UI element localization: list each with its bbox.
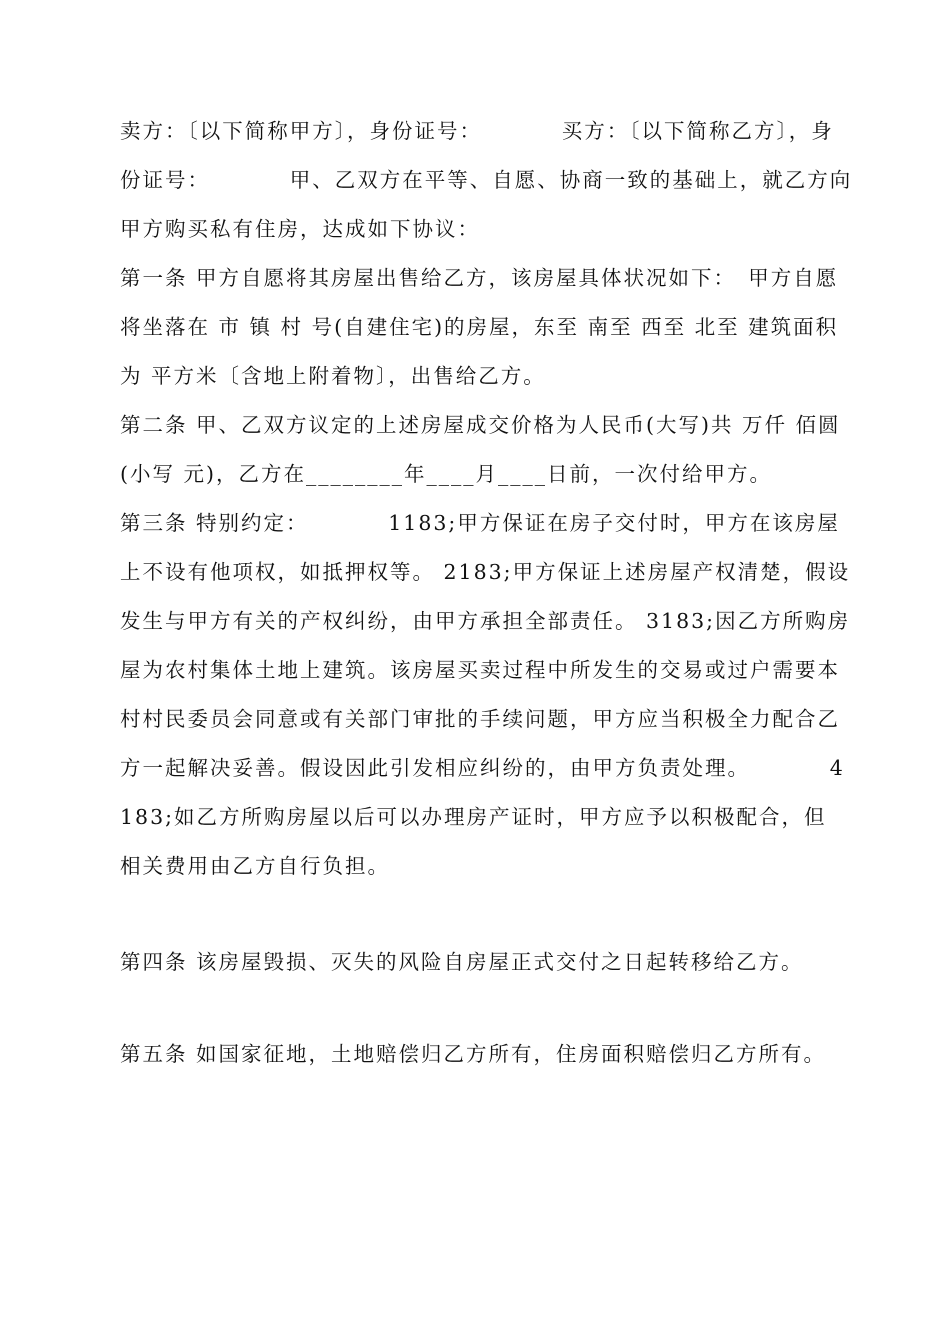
paragraph-spacer bbox=[120, 891, 855, 938]
intro-paragraph: 卖方：〔以下简称甲方〕，身份证号： 买方：〔以下简称乙方〕，身份证号： 甲、乙双方在平等、自愿、协商一致的基础上，就乙方向甲方购买私有住房，达成如下协议： bbox=[120, 119, 853, 241]
paragraph-spacer bbox=[120, 987, 855, 1030]
article-4-paragraph: 第四条 该房屋毁损、灭失的风险自房屋正式交付之日起转移给乙方。 bbox=[120, 950, 804, 974]
document-body bbox=[120, 107, 855, 1079]
article-5-paragraph: 第五条 如国家征地，土地赔偿归乙方所有，住房面积赔偿归乙方所有。 bbox=[120, 1042, 827, 1066]
article-3-paragraph: 第三条 特别约定： 1183;甲方保证在房子交付时，甲方在该房屋上不设有他项权，如抵押权等。 2183;甲方保证上述房屋产权清楚，假设发生与甲方有关的产权纠纷，由甲方承担全部责任。 3183;因乙方所购房屋为农村集体土地上建筑。该房屋买卖过程中所发生的交易或过户需要本村村民委员会同意或有关部门审批的手续问题，甲方应当积极全力配合乙方一起解决妥善。假设因此引发相应纠纷的，由甲方负责处理。 4183;如乙方所购房屋以后可以办理房产证时，甲方应予以积极配合，但 相关费用由乙方自行负担。 bbox=[120, 511, 851, 878]
article-2-paragraph: 第二条 甲、乙双方议定的上述房屋成交价格为人民币(大写)共 万仟 佰圆(小写 元)，乙方在________年____月____日前，一次付给甲方。 bbox=[120, 413, 841, 486]
article-1-paragraph: 第一条 甲方自愿将其房屋出售给乙方，该房屋具体状况如下： 甲方自愿将坐落在 市 镇 村 号(自建住宅)的房屋，东至 南至 西至 北至 建筑面积为 平方米〔含地上附着物〕，出售给乙方。 bbox=[120, 266, 839, 388]
